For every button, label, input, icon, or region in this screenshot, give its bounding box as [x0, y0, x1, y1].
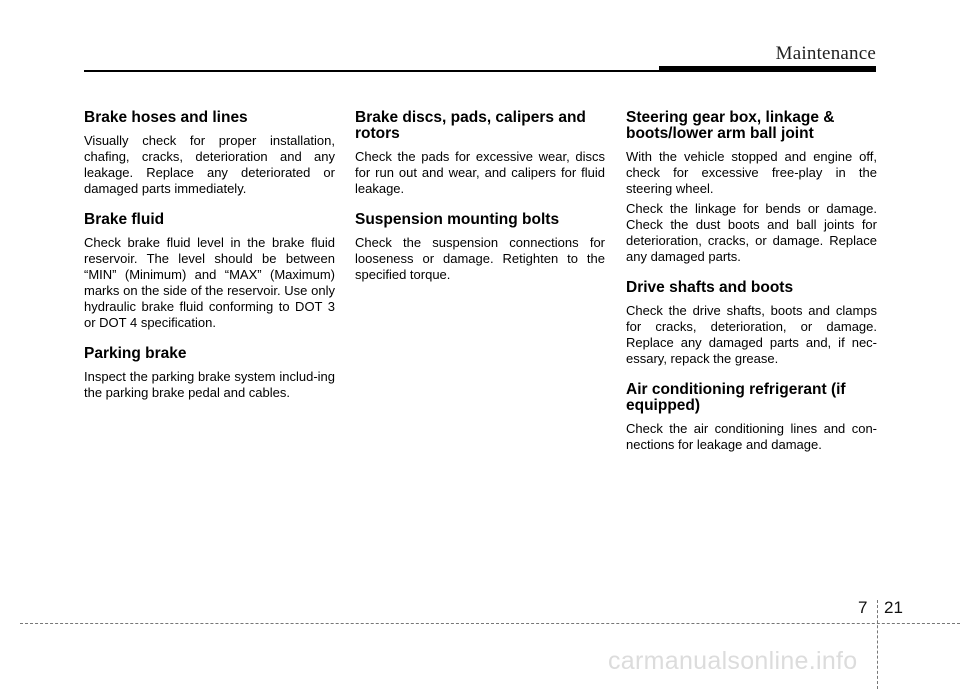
section-text: Check the pads for excessive wear, discs for run out and wear, and calipers for fluid leakage. — [355, 149, 605, 196]
section-text: Check brake fluid level in the brake fluid reservoir. The level should be between “MIN” (Minimum) and “MAX” (Maximum) marks on the side of the reservoir. Use only hydraulic brake fluid conforming to DOT 3 or DOT 4 specification. — [84, 235, 335, 330]
section-heading: Drive shafts and boots — [626, 279, 794, 296]
section-heading: Air conditioning refrigerant (if equipped) — [626, 381, 846, 414]
section-heading: Steering gear box, linkage & boots/lower arm ball joint — [626, 109, 835, 142]
section-brake-discs — [355, 110, 605, 197]
footer-dashed-rule — [20, 623, 960, 624]
header-rule-thick — [659, 66, 876, 72]
section-heading: Suspension mounting bolts — [355, 211, 560, 228]
section-text: Check the air conditioning lines and con-nections for leakage and damage. — [626, 421, 877, 452]
section-heading: Brake hoses and lines — [84, 109, 248, 126]
section-heading: Parking brake — [84, 345, 187, 362]
section-text: Check the linkage for bends or damage. Check the dust boots and ball joints for deterioration, cracks, or damage. Replace any damaged parts. — [626, 201, 877, 264]
column-middle — [355, 110, 605, 298]
section-suspension-bolts — [355, 212, 605, 283]
header-rule-thin — [84, 70, 659, 72]
section-text: Inspect the parking brake system includ-ing the parking brake pedal and cables. — [84, 369, 335, 400]
section-brake-hoses — [84, 110, 335, 197]
watermark: carmanualsonline.info — [608, 647, 858, 675]
section-text: Check the drive shafts, boots and clamps for cracks, deterioration, or damage. Replace any damaged parts and, if nec-essary, repack the grease. — [626, 303, 877, 366]
page-section-number: 7 — [858, 598, 868, 617]
section-drive-shafts — [626, 280, 877, 367]
column-left — [84, 110, 335, 416]
section-parking-brake — [84, 346, 335, 401]
section-brake-fluid — [84, 212, 335, 331]
header-title: Maintenance — [775, 43, 876, 64]
section-heading: Brake fluid — [84, 211, 165, 228]
page-number: 21 — [884, 598, 903, 617]
footer-vertical-dashed-rule — [877, 600, 878, 689]
column-right — [626, 110, 877, 468]
section-text: With the vehicle stopped and engine off, check for excessive free-play in the steering wheel. — [626, 149, 877, 196]
section-steering-gear — [626, 110, 877, 265]
section-text: Check the suspension connections for looseness or damage. Retighten to the specified torque. — [355, 235, 605, 282]
section-ac-refrigerant — [626, 382, 877, 453]
section-text: Visually check for proper installation, chafing, cracks, deterioration and any leakage. Replace any deteriorated or damaged parts immediately. — [84, 133, 335, 196]
section-heading: Brake discs, pads, calipers and rotors — [355, 109, 586, 142]
